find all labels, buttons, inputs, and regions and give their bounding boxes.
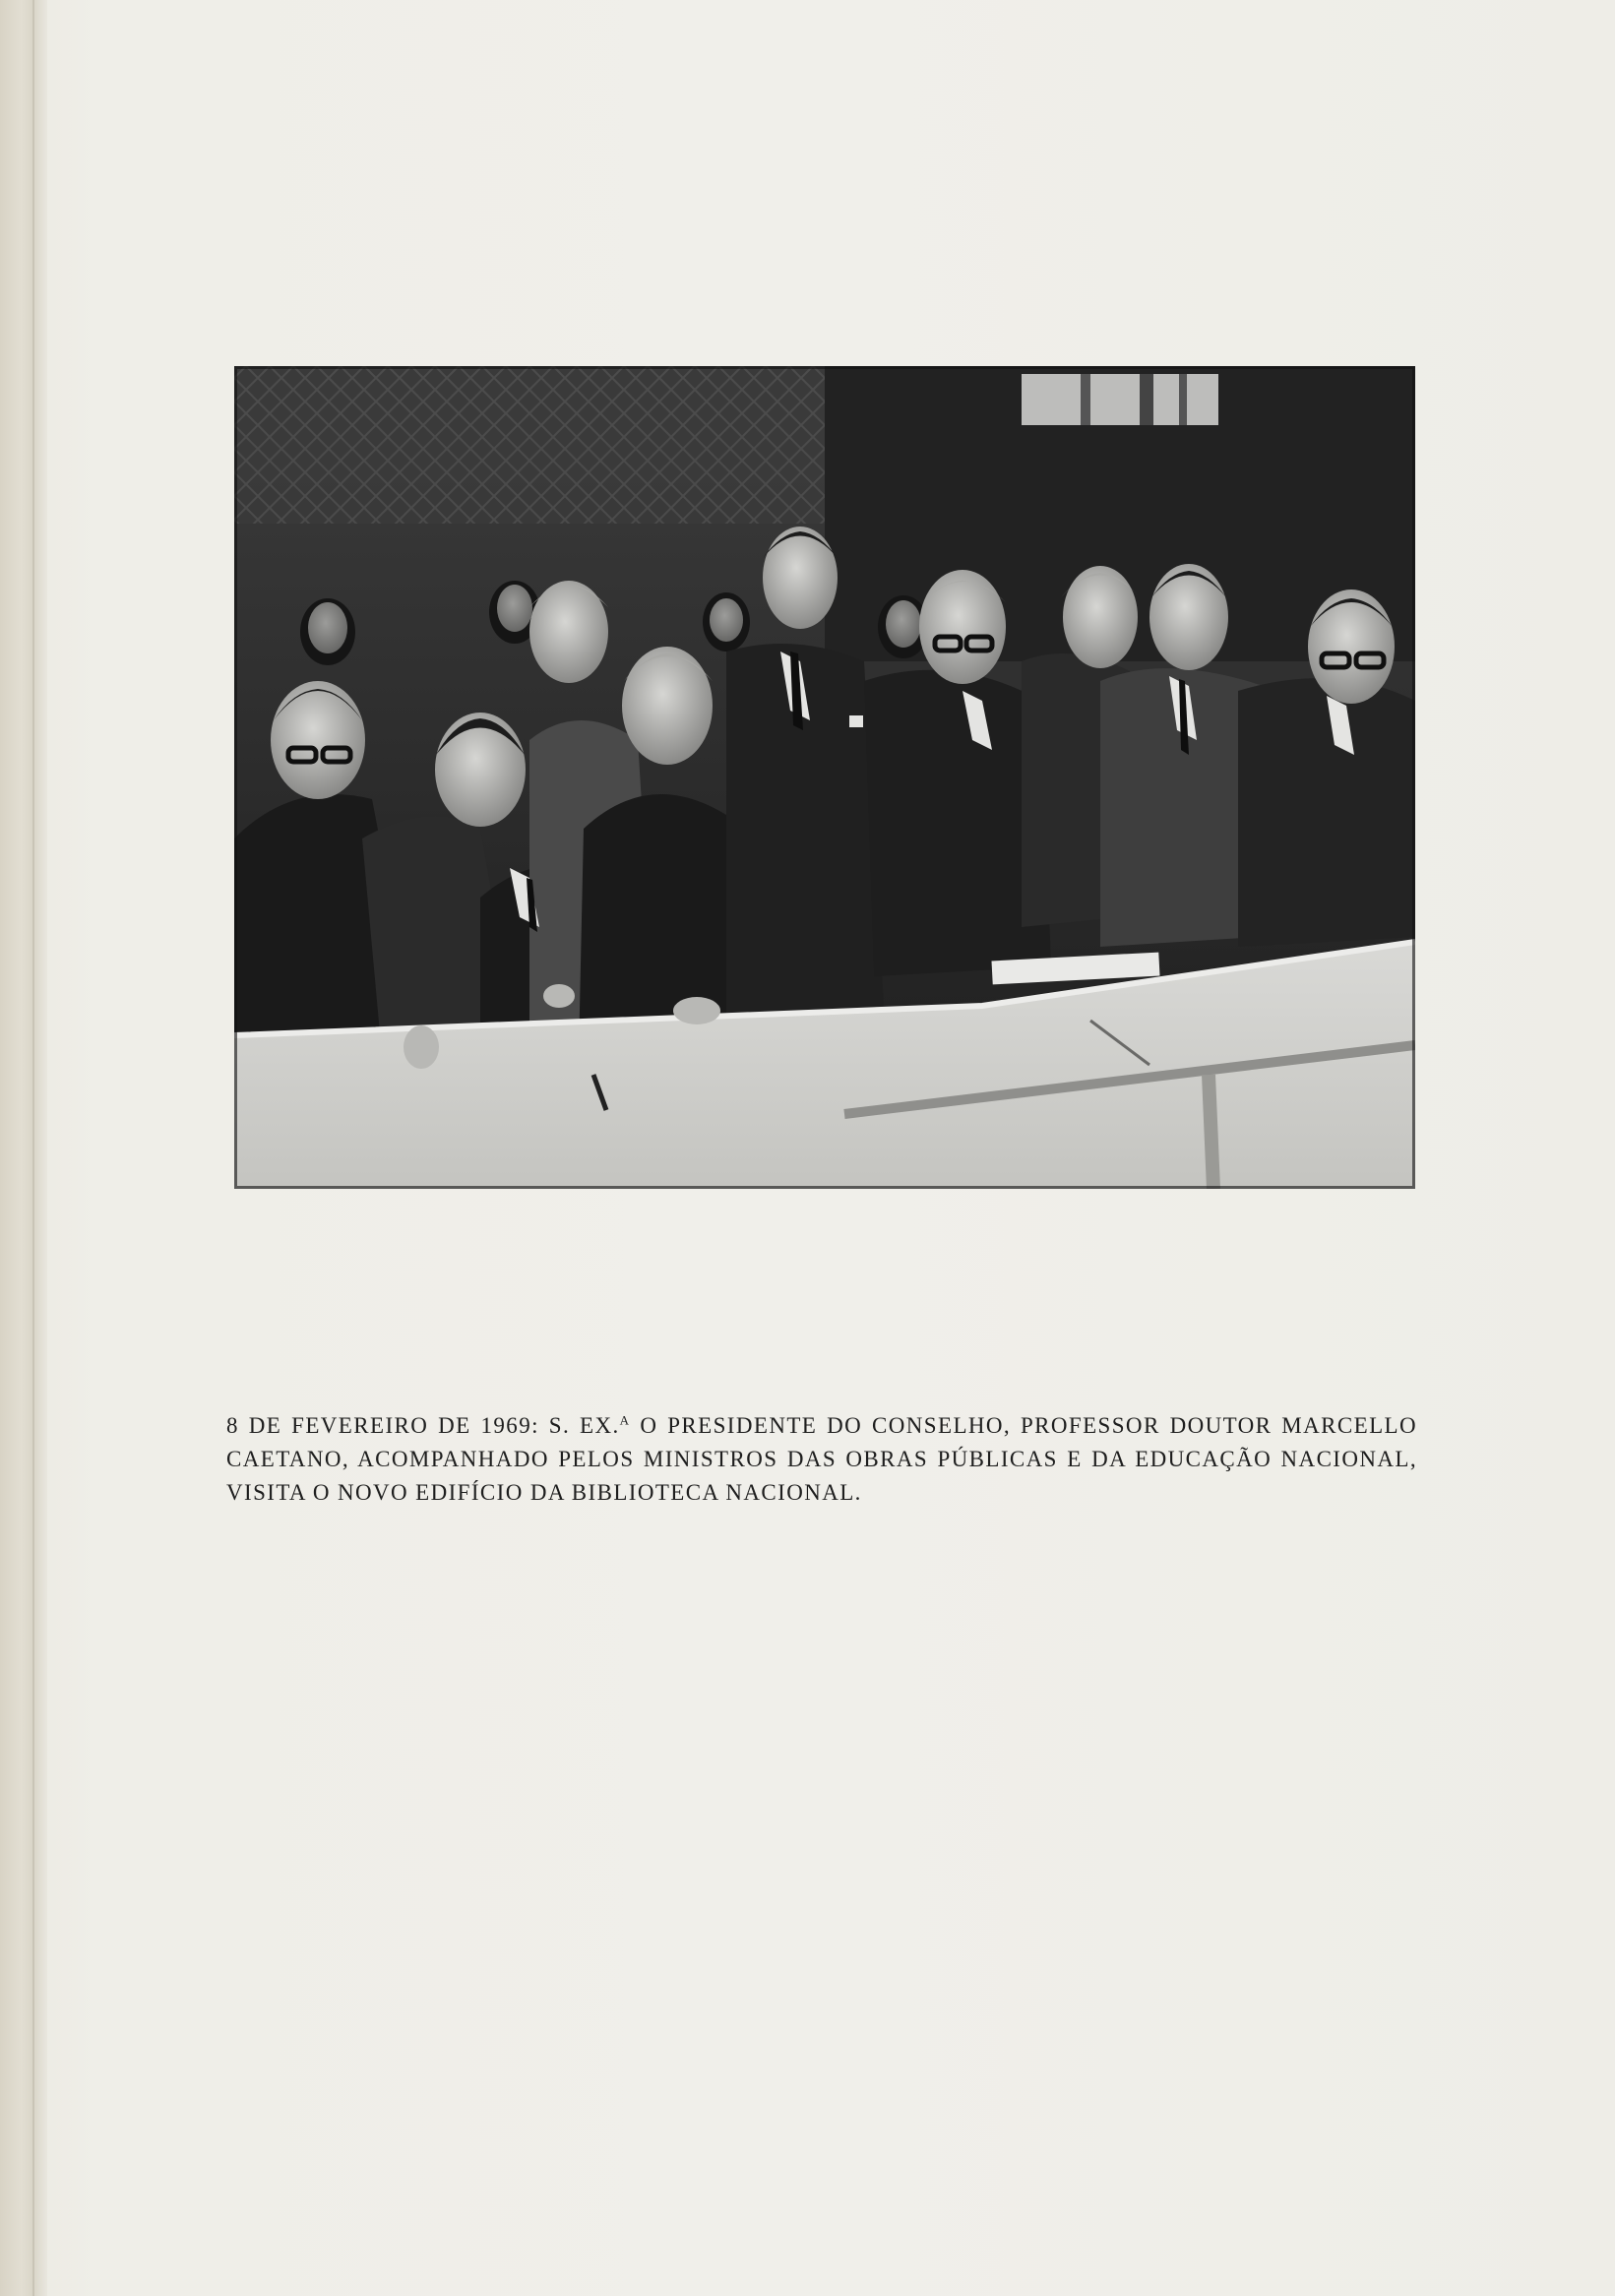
page-spine-edge [0,0,47,2296]
photo-caption [226,1409,1417,1510]
caption-superscript: A [619,1412,631,1428]
page-gutter-line [32,0,34,2296]
photograph-officials-viewing-plans [234,366,1415,1189]
caption-text-start: 8 DE FEVEREIRO DE 1969: S. EX. [226,1413,620,1438]
caption-text-end: O PRESIDENTE DO CONSELHO, PROFESSOR DOUTOR MARCELLO CAETANO, ACOMPANHADO PELOS MINISTROS DAS OBRAS PÚBLICAS E DA EDUCAÇÃO NACIONAL, VISITA O NOVO EDIFÍCIO DA BIBLIOTECA NACIONAL. [226,1413,1417,1505]
photograph-illustration [234,366,1415,1189]
